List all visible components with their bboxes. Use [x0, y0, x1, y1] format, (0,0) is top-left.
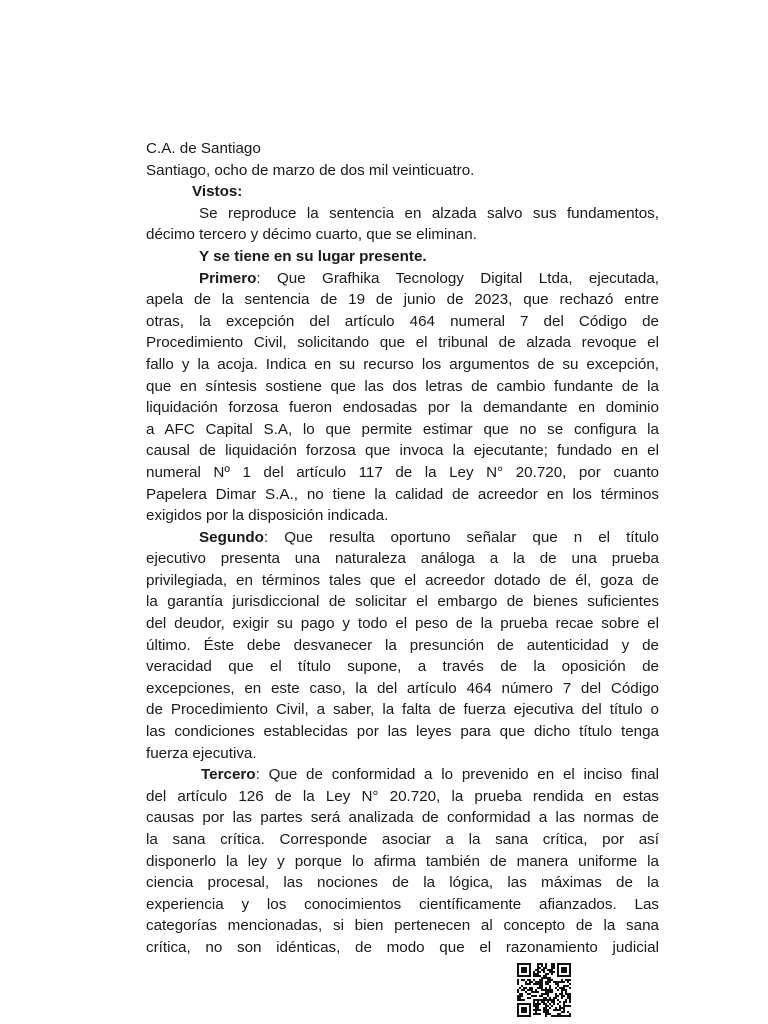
segundo-line: excepciones, en este caso, la del artículo 464 número 7 del Código [146, 679, 659, 697]
segundo-line: fuerza ejecutiva. [146, 744, 257, 762]
segundo-line: último. Éste debe desvanecer la presunción de autenticidad y de [146, 636, 659, 654]
primero-line: que en síntesis sostiene que las dos letras de cambio fundante de la [146, 377, 659, 395]
primero-line: Papelera Dimar S.A., no tiene la calidad de acreedor en los términos [146, 485, 659, 503]
primero-line: exigidos por la disposición indicada. [146, 507, 389, 525]
tercero-line: causas por las partes será analizada de conformidad a las normas de [146, 809, 659, 827]
tercero-line: la sana crítica. Corresponde asociar a la sana crítica, por así [146, 831, 659, 848]
segundo-line: las condiciones establecidas por las leyes para que dicho título tenga [146, 723, 659, 741]
segundo-line: del deudor, exigir su pago y todo el peso de la prueba recae sobre el [146, 615, 659, 633]
tercero-line: crítica, no son idénticas, de modo que el razonamiento judicial [146, 938, 659, 956]
primero-line: numeral Nº 1 del artículo 117 de la Ley N° 20.720, por cuanto [146, 463, 659, 481]
tercero-first-text: : Que de conformidad a lo prevenido en el inciso final [255, 766, 659, 784]
vistos-line: Se reproduce la sentencia en alzada salvo sus fundamentos, [199, 204, 659, 222]
tercero-line: ciencia procesal, las nociones de la lógica, las máximas de la [146, 874, 659, 892]
primero-label: Primero [199, 269, 257, 287]
primero-line: causal de liquidación forzosa que invoca la ejecutante; fundado en el [146, 442, 659, 460]
primero-first-text: : Que Grafhika Tecnology Digital Ltda, ejecutada, [256, 269, 659, 287]
primero-line: fallo y la acoja. Indica en su recurso los argumentos de su excepción, [146, 355, 659, 373]
segundo-first-line [146, 527, 659, 549]
primero-line: a AFC Capital S.A, lo que permite estimar que no se configura la [146, 420, 659, 438]
segundo-line: veracidad que el título supone, a través de la oposición de [146, 658, 659, 676]
considerando-heading: Y se tiene en su lugar presente. [199, 247, 427, 265]
tercero-label: Tercero [201, 766, 256, 784]
primero-line: liquidación forzosa fueron endosadas por la demandante en dominio [146, 399, 659, 417]
vistos-heading: Vistos: [192, 183, 243, 201]
vistos-line: décimo tercero y décimo cuarto, que se eliminan. [146, 226, 477, 244]
document-body [146, 138, 659, 959]
segundo-line: ejecutivo presenta una naturaleza análoga a la de una prueba [146, 550, 659, 568]
tercero-line: del artículo 126 de la Ley N° 20.720, la prueba rendida en estas [146, 787, 659, 805]
segundo-line: privilegiada, en términos tales que el acreedor dotado de él, goza de [146, 571, 659, 589]
segundo-first-text: : Que resulta oportuno señalar que n el título [263, 528, 659, 546]
tercero-first-line [146, 764, 659, 786]
segundo-label: Segundo [199, 528, 264, 546]
date-line: Santiago, ocho de marzo de dos mil veinticuatro. [146, 161, 475, 179]
primero-line: Procedimiento Civil, solicitando que el tribunal de alzada revoque el [146, 334, 659, 352]
primero-line: apela de la sentencia de 19 de junio de 2023, que rechazó entre [146, 291, 659, 309]
segundo-line: la garantía jurisdiccional de solicitar el embargo de bienes suficientes [146, 593, 659, 611]
tercero-line: disponerlo la ley y porque lo afirma también de manera uniforme la [146, 852, 659, 870]
qr-code-icon [517, 963, 571, 1017]
tercero-line: categorías mencionadas, si bien pertenecen al concepto de la sana [146, 917, 659, 935]
primero-first-line [146, 268, 659, 290]
primero-line: otras, la excepción del artículo 464 numeral 7 del Código de [146, 312, 659, 330]
tercero-line: experiencia y los conocimientos científicamente afianzados. Las [146, 895, 659, 913]
segundo-line: de Procedimiento Civil, a saber, la falta de fuerza ejecutiva del título o [146, 701, 659, 719]
court-name: C.A. de Santiago [146, 140, 261, 157]
